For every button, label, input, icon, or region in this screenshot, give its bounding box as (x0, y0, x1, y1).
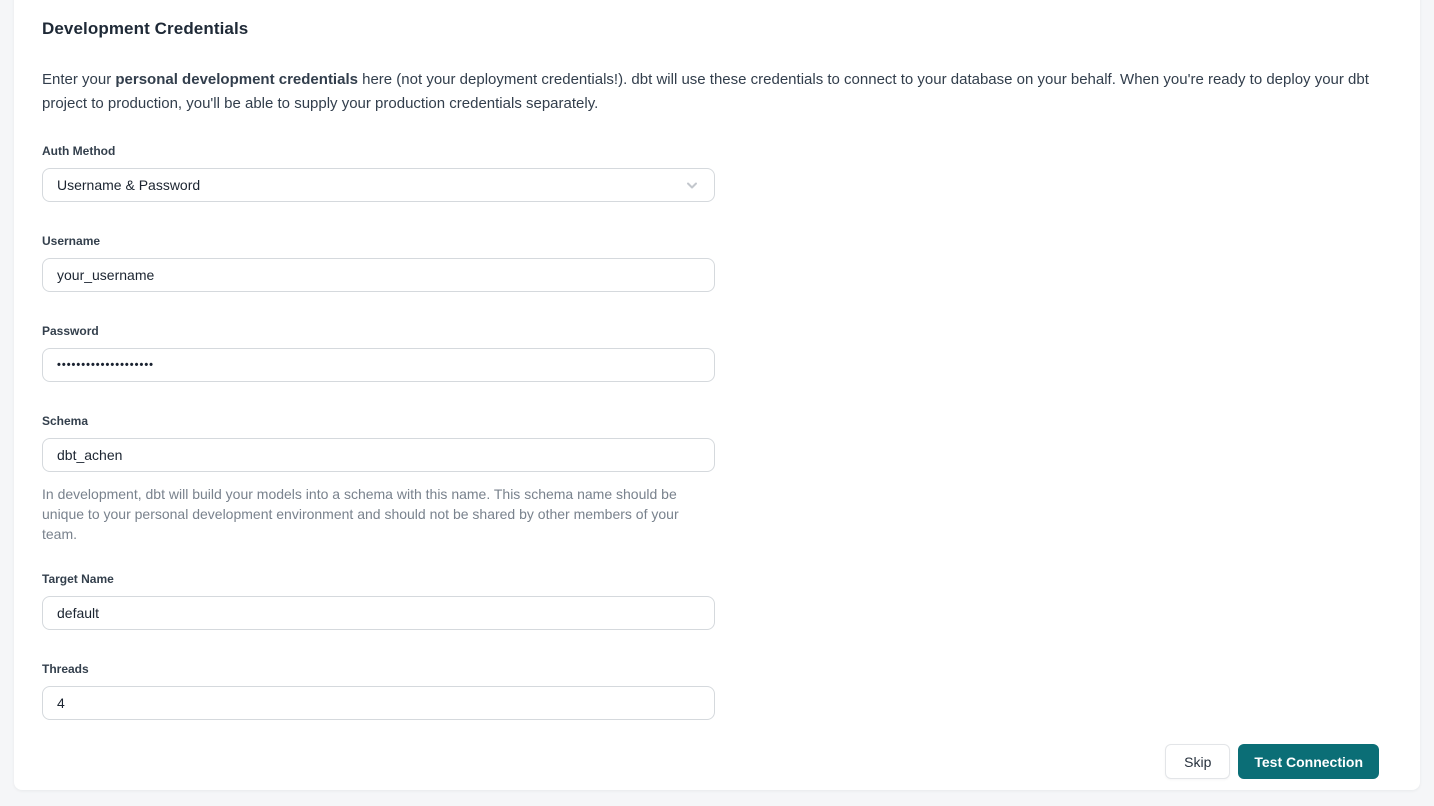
form-actions (42, 744, 1379, 779)
intro-paragraph (42, 68, 1372, 116)
auth-method-label: Auth Method (42, 144, 116, 158)
page-title: Development Credentials (42, 19, 249, 38)
schema-input[interactable] (42, 438, 715, 472)
username-label: Username (42, 234, 101, 248)
password-label: Password (42, 324, 99, 338)
target-name-field-group (42, 572, 715, 630)
username-field-group (42, 234, 715, 292)
password-input[interactable] (42, 348, 715, 382)
threads-label: Threads (42, 662, 89, 676)
auth-method-selected-value: Username & Password (57, 177, 201, 193)
password-field-group (42, 324, 715, 382)
auth-method-select[interactable] (42, 168, 715, 202)
skip-button[interactable]: Skip (1165, 744, 1230, 779)
intro-text-bold: personal development credentials (115, 71, 358, 88)
development-credentials-card (14, 0, 1420, 790)
intro-text-after: here (not your deployment credentials!). dbt will use these credentials to connect to your database on your behalf. When you're ready to deploy your dbt project to production, you'll be able to supply your production credentials separately. (42, 71, 1369, 112)
test-connection-button[interactable]: Test Connection (1238, 744, 1379, 779)
target-name-input[interactable] (42, 596, 715, 630)
chevron-down-icon (684, 177, 700, 193)
auth-method-field-group (42, 144, 715, 202)
target-name-label: Target Name (42, 572, 114, 586)
schema-field-group (42, 414, 715, 544)
schema-helper-text: In development, dbt will build your models into a schema with this name. This schema name should be unique to your personal development environment and should not be shared by other members of your team. (42, 486, 679, 542)
username-input[interactable] (42, 258, 715, 292)
threads-field-group (42, 662, 715, 720)
threads-input[interactable] (42, 686, 715, 720)
schema-label: Schema (42, 414, 89, 428)
intro-text-before: Enter your (42, 71, 116, 88)
